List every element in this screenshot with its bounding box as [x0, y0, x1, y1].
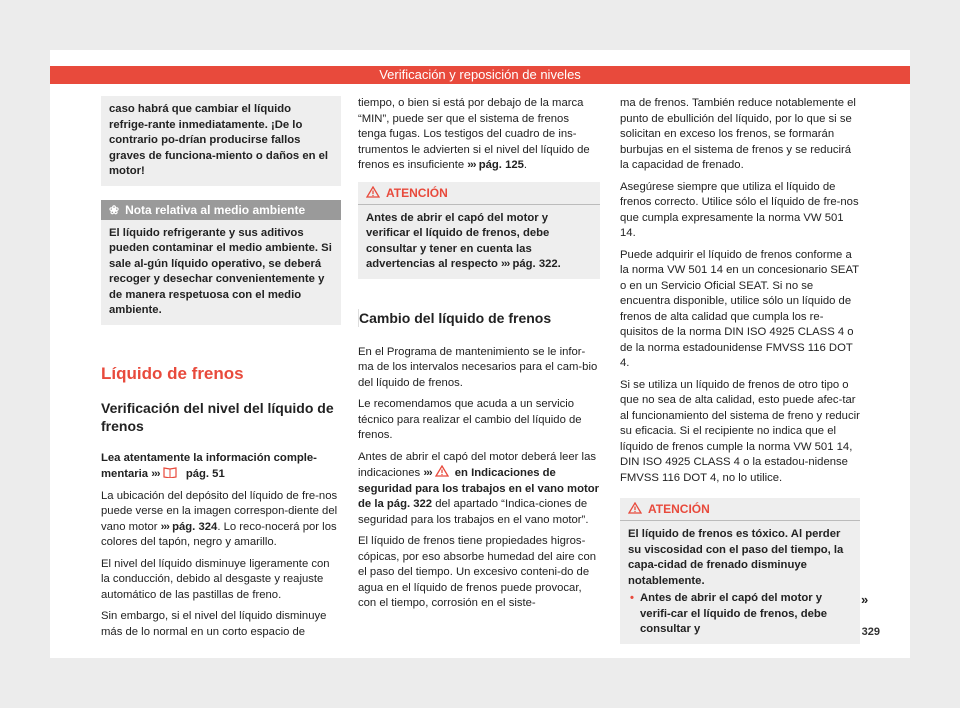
environment-note-title: Nota relativa al medio ambiente [125, 202, 306, 217]
attention-list [628, 591, 852, 638]
paragraph-location-text-end: . Lo reco-nocerá por los colores del tapón, negro y amarillo. [101, 520, 337, 548]
paragraph-decrease: Sin embargo, si el nivel del líquido disminuye más de lo normal en un corto espacio de [101, 610, 327, 638]
paragraph-hygroscopic: El líquido de frenos tiene propiedades higros-cópicas, por eso absorbe humedad del aire con el paso del tiempo. Un excesivo conteni-do de agua en el líquido de frenos puede provocar, con el tiempo, corrosión en el siste- [358, 535, 597, 609]
attention-text [358, 205, 600, 279]
paragraph-correct-fluid: Asegúrese siempre que utiliza el líquido de frenos correcto. Utilice sólo el líquido de fre-nos que cumpla expresamente la norma VW 501 14. [620, 180, 859, 239]
column-3 [620, 96, 860, 644]
safety-indications-link[interactable]: en Indicaciones de seguridad para los trabajos en el vano motor de la pág. 322 [358, 467, 600, 510]
paragraph-boiling: ma de frenos. También reduce notablemente el punto de ebullición del líquido, por lo que si se solicitan en exceso los frenos, se formarán burbujas en el sistema de frenos y se reducirá la capacidad de frenado. [620, 97, 856, 171]
paragraph-min-mark [358, 96, 600, 174]
page-ref-125[interactable]: pág. 125 [478, 159, 524, 171]
page-number: 329 [861, 626, 880, 638]
reference-chevron: ››› [467, 159, 476, 171]
warning-icon [435, 465, 449, 477]
environment-note-header [101, 200, 341, 220]
leaf-icon: ❀ [109, 202, 120, 217]
attention-body-toxic [620, 521, 860, 644]
paragraph-min-text: tiempo, o bien si está por debajo de la marca “MIN”, puede ser que el sistema de frenos tenga fugas. Los testigos del cuadro de ins-trumentos le advierten si el nivel del líquido de frenos es insuficiente [358, 97, 590, 171]
environment-note-text: El líquido refrigerante y sus aditivos pueden contaminar el medio ambiente. Si sale al-gún líquido operativo, se deberá recoger y desechar convenientemente y de manera respetuosa con el medio ambiente. [109, 226, 332, 316]
attention-box-toxic [620, 498, 860, 644]
paragraph-maintenance: En el Programa de mantenimiento se le infor-ma de los intervalos necesarios para el cam-bio del líquido de frenos. [358, 345, 598, 389]
page-ref-324[interactable]: pág. 324 [172, 520, 218, 533]
page-ref-322[interactable]: pág. 322. [512, 258, 561, 270]
attention-list-item: • Antes de abrir el capó del motor y verifi-car el líquido de frenos, debe consultar y [640, 591, 852, 638]
reference-chevron: ››› [160, 520, 169, 533]
reference-chevron: ››› [151, 468, 160, 480]
paragraph-min-end: . [523, 159, 528, 171]
section-header [50, 66, 910, 84]
attention-header-toxic [620, 498, 860, 521]
warning-icon [628, 502, 642, 514]
book-icon [163, 466, 177, 478]
paragraph-indications-end: del apartado “Indica-ciones de seguridad para los trabajos en el vano motor”. [358, 498, 589, 526]
warning-continuation-text: caso habrá que cambiar el líquido refrige-rante inmediatamente. ¡De lo contrario po-drían producirse fallos graves de funciona-miento o daños en el motor! [109, 103, 329, 177]
column-2 [358, 96, 600, 618]
lead-page-ref[interactable]: pág. 51 [185, 468, 225, 480]
column-1 [101, 96, 341, 646]
paragraph-other-type: Si se utiliza un líquido de frenos de otro tipo o que no sea de alta calidad, esto puede afec-tar al funcionamiento del sistema de freno y reducir su eficacia. Si el recipiente no indica que el líquido de frenos cumple la norma VW 501 14, DIN ISO 4925 CLASS 4 o la estadou-nidense FMVSS 116 DOT 4, no lo utilice. [620, 378, 860, 484]
paragraph-location [101, 489, 341, 551]
paragraph-indications-text: Antes de abrir el capó del motor deberá leer las indicaciones [358, 450, 596, 479]
attention-header [358, 182, 600, 205]
attention-title: ATENCIÓN [386, 185, 448, 200]
paragraph-level: El nivel del líquido disminuye ligeramente con la conducción, debido al desgaste y reajuste automático de las pastillas de freno. [101, 557, 330, 601]
paragraph-recommend: Le recomendamos que acuda a un servicio técnico para realizar el cambio del líquido de frenos. [358, 398, 582, 441]
paragraph-location-text: La ubicación del depósito del líquido de fre-nos puede verse en la imagen correspon-diente del vano motor [101, 489, 338, 533]
paragraph-indications [358, 450, 600, 529]
attention-box [358, 182, 600, 279]
continue-mark: » [861, 592, 869, 607]
attention-text-body: Antes de abrir el capó del motor y verificar el líquido de frenos, debe consultar y tener en cuenta las advertencias al respecto [366, 211, 550, 270]
lead-text: Lea atentamente la información comple-mentaria [101, 451, 317, 480]
section-title: Verificación y reposición de niveles [379, 67, 581, 82]
chapter-heading: Líquido de frenos [101, 363, 244, 383]
reference-chevron: ››› [423, 467, 432, 479]
environment-note-box [101, 200, 341, 325]
reference-chevron: ››› [501, 258, 510, 270]
lead-paragraph [101, 451, 341, 483]
warning-continuation-box [101, 96, 341, 186]
change-section [358, 309, 600, 327]
warning-icon [366, 186, 380, 198]
section-heading-change: Cambio del líquido de frenos [359, 309, 552, 326]
attention-text-toxic: El líquido de frenos es tóxico. Al perder su viscosidad con el paso del tiempo, la capa-cidad de frenado disminuye notablemente. [628, 528, 844, 587]
paragraph-purchase: Puede adquirir el líquido de frenos conforme a la norma VW 501 14 en un concesionario SEAT o en un Servicio Oficial SEAT. Si no se encuentra disponible, utilice sólo un líquido de frenos de alta calidad que cumpla los re-quisitos de la norma DIN ISO 4925 CLASS 4 o de la norma estadounidense FMVSS 116 DOT 4. [620, 248, 859, 369]
attention-title-toxic: ATENCIÓN [648, 502, 710, 516]
section-heading: Verificación del nivel del líquido de frenos [101, 399, 334, 434]
